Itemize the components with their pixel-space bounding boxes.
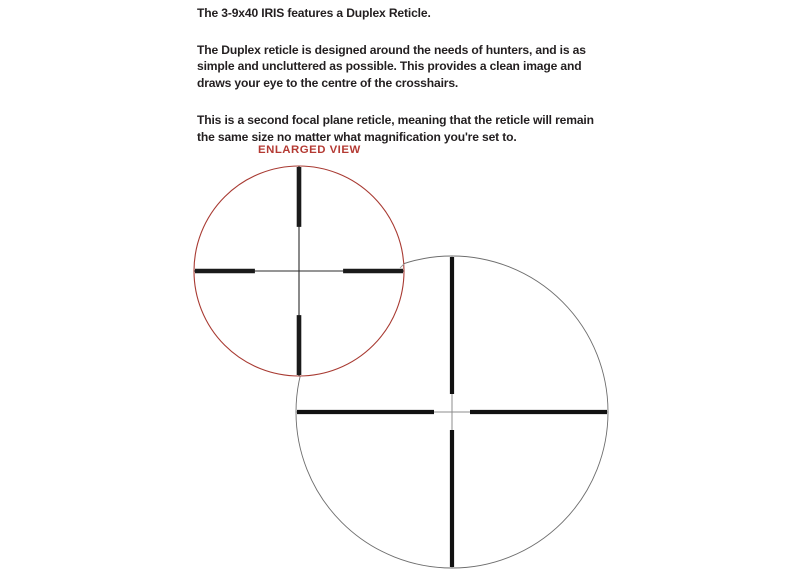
description-paragraph-1: The Duplex reticle is designed around the needs of hunters, and is as simple and uncluttered as possible. This provides a clean image and draws your eye to the centre of the crosshairs. <box>197 42 586 90</box>
main-circle-overlap-arc <box>400 264 404 268</box>
description-paragraph-2: This is a second focal plane reticle, meaning that the reticle will remain the same size no matter what magnification you're set to. <box>197 113 594 144</box>
enlarged-scope-view <box>194 166 404 376</box>
enlarged-view-label: ENLARGED VIEW <box>258 144 361 156</box>
product-heading: The 3-9x40 IRIS features a Duplex Reticle. <box>197 6 431 20</box>
main-scope-circle-outline <box>296 256 608 568</box>
overlap-arc-segment <box>400 264 404 268</box>
enlarged-scope-circle-outline <box>194 166 404 376</box>
description-text-block <box>197 2 609 146</box>
main-scope-view <box>296 256 608 568</box>
